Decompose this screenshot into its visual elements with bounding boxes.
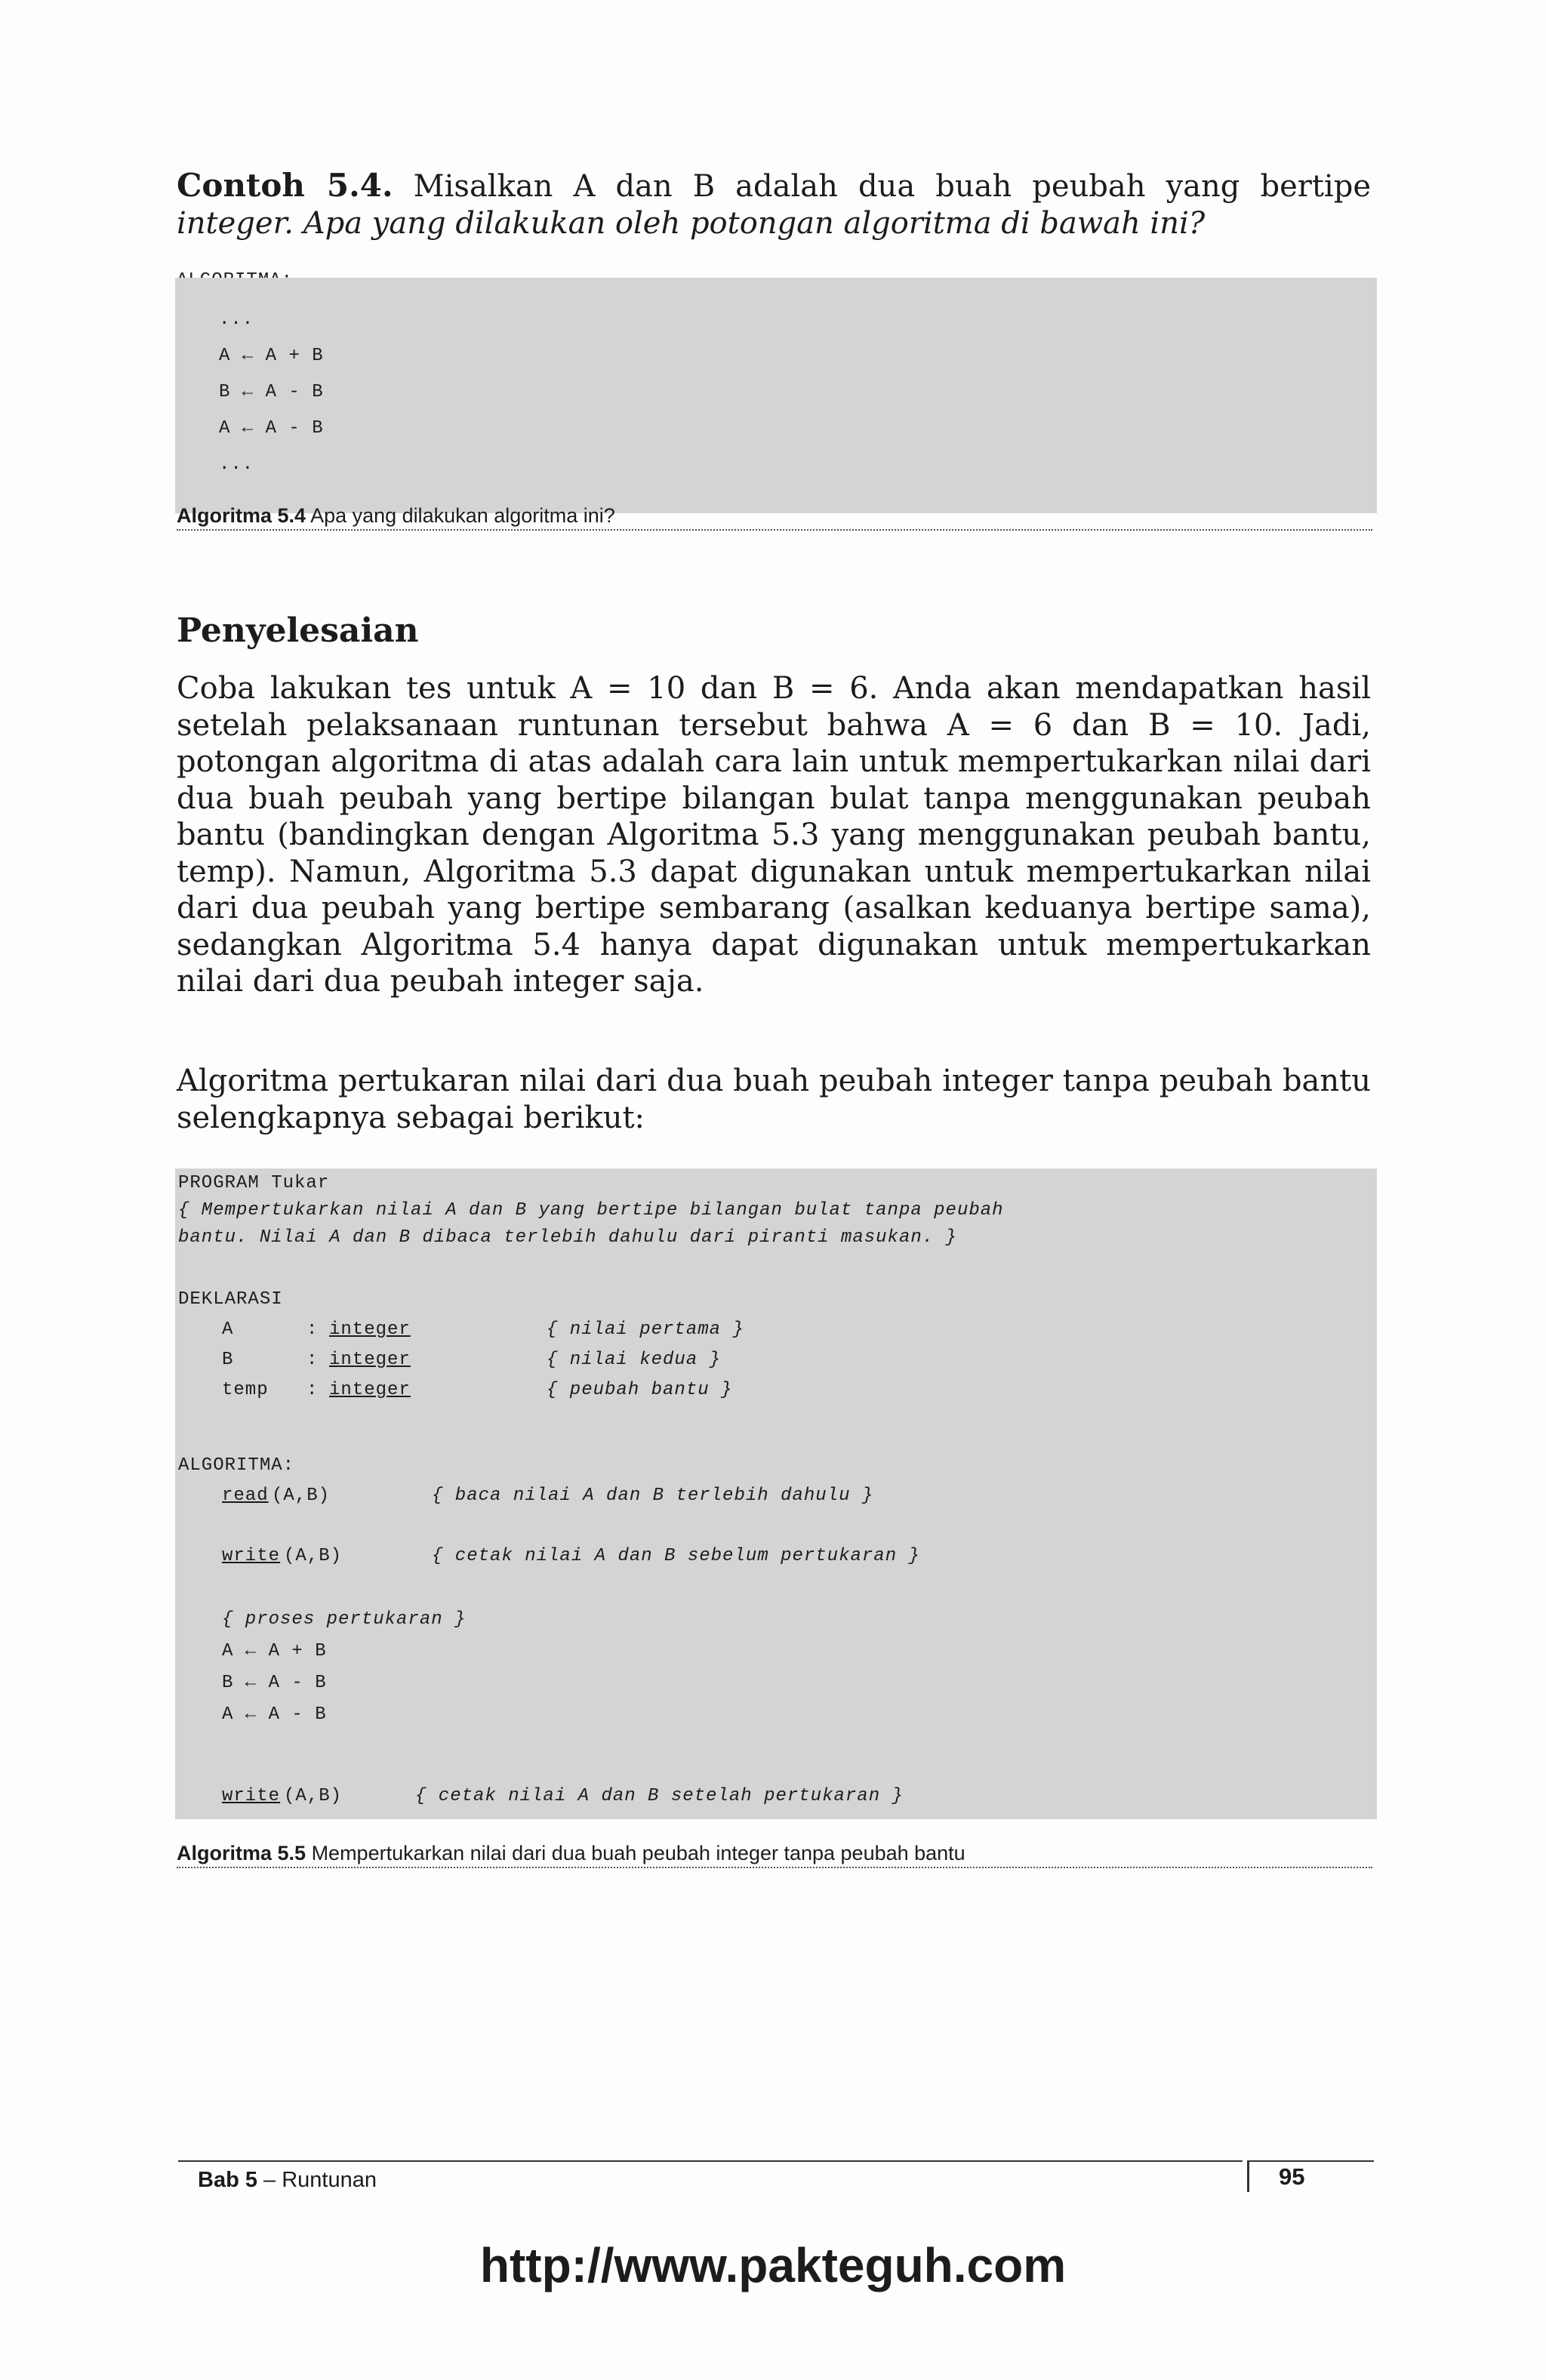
program-line: PROGRAM Tukar [178, 1173, 330, 1193]
decl-colon: : [306, 1380, 319, 1400]
code-block-2 [175, 1168, 1377, 1819]
watermark-url: http://www.pakteguh.com [479, 2238, 1067, 2292]
decl-comment: { nilai pertama } [547, 1319, 744, 1340]
decl-type: integer [329, 1350, 411, 1370]
footer-rule-right [1247, 2160, 1374, 2162]
write-keyword: write [222, 1546, 281, 1566]
algoritma-label: ALGORITMA: [178, 1455, 295, 1476]
write-comment: { cetak nilai A dan B sebelum pertukaran } [432, 1546, 920, 1566]
example-heading: Contoh 5.4. [177, 167, 393, 204]
example-line1: Misalkan A dan B adalah dua buah peubah yang bertipe [413, 169, 1372, 204]
caption1-number: Algoritma 5.4 [177, 504, 306, 527]
caption2-number: Algoritma 5.5 [177, 1842, 306, 1864]
deklarasi-label: DEKLARASI [178, 1289, 283, 1310]
decl-name: A [222, 1319, 234, 1340]
code-block-1 [175, 278, 1377, 513]
footer-chapter-number: Bab 5 [198, 2168, 257, 2192]
program-comment-1: { Mempertukarkan nilai A dan B yang bertipe bilangan bulat tanpa peubah [178, 1200, 1004, 1221]
swap-line: A ← A + B [222, 1641, 327, 1661]
write2-comment: { cetak nilai A dan B setelah pertukaran } [415, 1786, 904, 1806]
write2-args: (A,B) [284, 1786, 343, 1806]
write-args: (A,B) [284, 1546, 343, 1566]
caption-1 [177, 504, 1372, 531]
footer-chapter-title: – Runtunan [263, 2168, 377, 2192]
solution-paragraph-1: Coba lakukan tes untuk A = 10 dan B = 6. Anda akan mendapatkan hasil setelah pelaksanaan runtunan tersebut bahwa A = 6 dan B = 10. Jadi, potongan algoritma di atas adalah cara lain untuk mempertukarkan nilai dari dua buah peubah yang bertipe bilangan bulat tanpa menggunakan peubah bantu (bandingkan dengan Algoritma 5.3 yang menggunakan peubah bantu, temp). Namun, Algoritma 5.3 dapat digunakan untuk mempertukarkan nilai dari dua peubah yang bertipe sembarang (asalkan keduanya bertipe sama), sedangkan Algoritma 5.4 hanya dapat digunakan untuk mempertukarkan nilai dari dua peubah integer saja. [177, 671, 1371, 999]
read-args: (A,B) [272, 1486, 331, 1506]
code1-line: B ← A - B [219, 382, 324, 402]
example-line2: integer. Apa yang dilakukan oleh potongan algoritma di bawah ini? [177, 205, 1206, 241]
decl-name: B [222, 1350, 234, 1370]
decl-type: integer [329, 1319, 411, 1340]
code1-line: A ← A + B [219, 346, 324, 366]
decl-colon: : [306, 1350, 319, 1370]
page-number: 95 [1279, 2163, 1305, 2190]
example-intro [177, 168, 1371, 242]
decl-comment: { nilai kedua } [547, 1350, 722, 1370]
solution-paragraph-2: Algoritma pertukaran nilai dari dua buah peubah integer tanpa peubah bantu selengkapnya sebagai berikut: [177, 1064, 1371, 1135]
swap-line: B ← A - B [222, 1673, 327, 1693]
swap-line: A ← A - B [222, 1704, 327, 1725]
footer-rule-left [178, 2160, 1243, 2162]
decl-comment: { peubah bantu } [547, 1380, 733, 1400]
read-keyword: read [222, 1486, 269, 1506]
decl-type: integer [329, 1380, 411, 1400]
write2-keyword: write [222, 1786, 281, 1806]
decl-colon: : [306, 1319, 319, 1340]
decl-name: temp [222, 1380, 269, 1400]
caption1-text: Apa yang dilakukan algoritma ini? [310, 504, 615, 527]
read-comment: { baca nilai A dan B terlebih dahulu } [432, 1486, 874, 1506]
code1-line: ... [219, 454, 254, 475]
program-comment-2: bantu. Nilai A dan B dibaca terlebih dahulu dari piranti masukan. } [178, 1227, 957, 1248]
page-number-divider [1247, 2162, 1249, 2192]
code1-line: A ← A - B [219, 418, 324, 439]
caption-2 [177, 1842, 1372, 1868]
code1-line: ... [219, 309, 254, 330]
solution-heading: Penyelesaian [177, 611, 419, 650]
proses-comment: { proses pertukaran } [222, 1609, 467, 1630]
footer-chapter [198, 2168, 377, 2193]
caption2-text: Mempertukarkan nilai dari dua buah peubah integer tanpa peubah bantu [311, 1842, 965, 1864]
